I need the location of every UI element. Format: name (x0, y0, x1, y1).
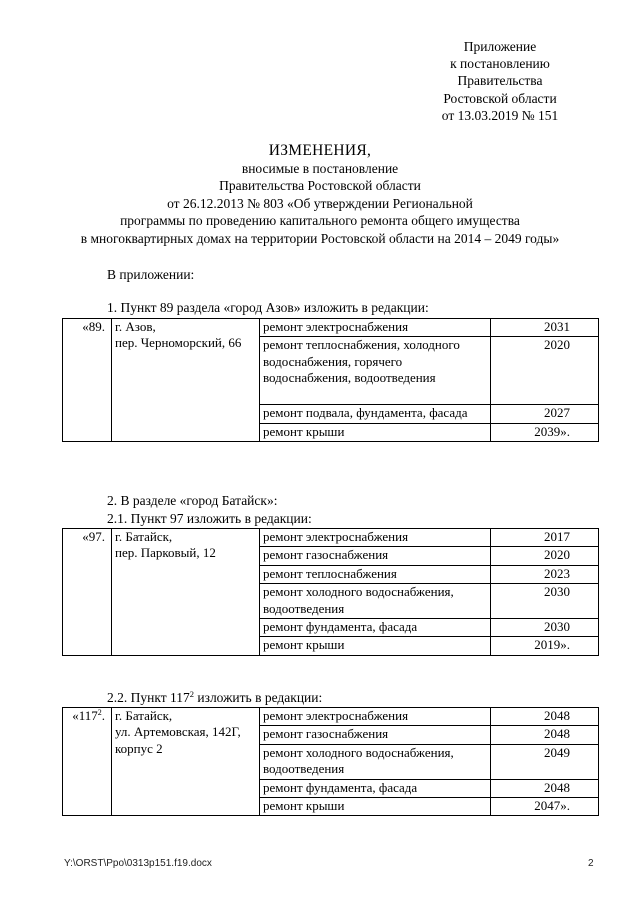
section2-2-heading-text: 2.2. Пункт 117 (107, 690, 190, 705)
changes-table-3 (62, 707, 599, 816)
work-year: 2020 (491, 547, 599, 565)
work-year: 2031 (491, 319, 599, 337)
title-line: в многоквартирных домах на территории Ростовской области на 2014 – 2049 годы» (80, 230, 560, 246)
item-number-text: «117 (72, 708, 98, 723)
section2-1-heading: 2.1. Пункт 97 изложить в редакции: (107, 511, 312, 526)
annex-line: к постановлению (450, 56, 550, 72)
work-type: ремонт электроснабжения (260, 529, 491, 547)
work-year: 2048 (491, 779, 599, 797)
work-type: ремонт электроснабжения (260, 708, 491, 726)
title-line: вносимые в постановление (241, 161, 399, 176)
work-year: 2039». (491, 423, 599, 441)
annex-block (380, 38, 620, 124)
work-type: ремонт фундамента, фасада (260, 779, 491, 797)
work-year: 2019». (491, 637, 599, 655)
superscript: 2 (97, 708, 102, 717)
work-year: 2030 (491, 619, 599, 637)
item-address (112, 708, 260, 816)
section1-heading: 1. Пункт 89 раздела «город Азов» изложить в редакции: (107, 300, 429, 315)
work-type: ремонт холодного водоснабжения, водоотведения (260, 744, 491, 779)
work-type: ремонт подвала, фундамента, фасада (260, 405, 491, 423)
work-type: ремонт теплоснабжения (260, 565, 491, 583)
work-year: 2030 (491, 584, 599, 619)
work-type: ремонт газоснабжения (260, 547, 491, 565)
address-line: пер. Парковый, 12 (115, 545, 216, 561)
file-path: Y:\ORST\Ppo\0313p151.f19.docx (64, 858, 212, 869)
annex-line: от 13.03.2019 № 151 (441, 107, 559, 123)
changes-table-1 (62, 318, 599, 442)
annex-line: Ростовской области (443, 90, 557, 106)
section2-heading: 2. В разделе «город Батайск»: (107, 493, 278, 508)
work-year: 2017 (491, 529, 599, 547)
work-type: ремонт крыши (260, 423, 491, 441)
title-line: программы по проведению капитального ремонта общего имущества (120, 213, 520, 229)
address-line: ул. Артемовская, 142Г, (115, 724, 241, 740)
document-title-block (0, 142, 640, 247)
work-type: ремонт газоснабжения (260, 726, 491, 744)
address-line: г. Азов, (115, 319, 156, 334)
work-year: 2023 (491, 565, 599, 583)
section2-2-heading-text: изложить в редакции: (194, 690, 323, 705)
item-number (63, 708, 112, 816)
item-number: «97. (63, 529, 112, 656)
address-line: корпус 2 (115, 740, 163, 756)
work-type: ремонт холодного водоснабжения, водоотведения (260, 584, 491, 619)
work-type: ремонт крыши (260, 798, 491, 816)
changes-table-2 (62, 528, 599, 656)
work-year: 2047». (491, 798, 599, 816)
table-row (63, 529, 599, 547)
intro-text: В приложении: (107, 267, 195, 282)
work-year: 2048 (491, 726, 599, 744)
work-type: ремонт электроснабжения (260, 319, 491, 337)
table-row (63, 319, 599, 337)
work-year: 2020 (491, 337, 599, 405)
document-title: ИЗМЕНЕНИЯ, (268, 142, 372, 159)
title-line: от 26.12.2013 № 803 «Об утверждении Региональной (167, 195, 473, 211)
address-line: г. Батайск, (115, 529, 173, 544)
superscript: 2 (189, 689, 195, 699)
work-year: 2049 (491, 744, 599, 779)
item-number-text: . (101, 708, 105, 723)
item-address (112, 529, 260, 656)
annex-line: Правительства (457, 73, 543, 89)
table-row (63, 708, 599, 726)
item-address (112, 319, 260, 442)
work-year: 2048 (491, 708, 599, 726)
page-number: 2 (588, 858, 594, 869)
work-type: ремонт фундамента, фасада (260, 619, 491, 637)
work-year: 2027 (491, 405, 599, 423)
item-number: «89. (63, 319, 112, 442)
address-line: г. Батайск, (115, 708, 173, 723)
title-line: Правительства Ростовской области (219, 178, 421, 194)
address-line: пер. Черноморский, 66 (115, 335, 242, 351)
work-type: ремонт теплоснабжения, холодного водоснабжения, горячего водоснабжения, водоотведения (260, 337, 491, 405)
annex-line: Приложение (463, 39, 537, 54)
section2-2-heading (107, 689, 322, 706)
work-type: ремонт крыши (260, 637, 491, 655)
